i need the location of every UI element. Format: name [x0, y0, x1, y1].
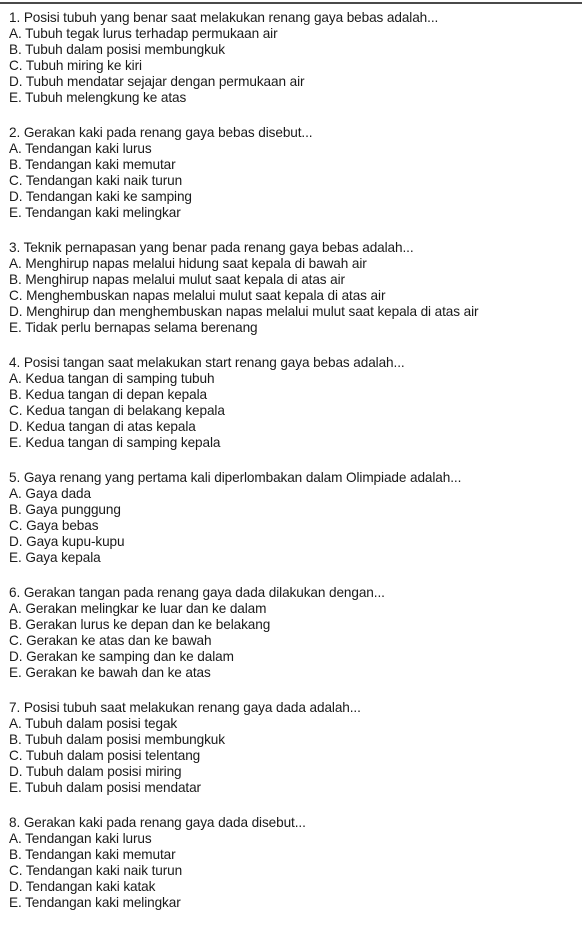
question-1-option-b [9, 42, 577, 58]
question-number: 7. [9, 700, 21, 715]
question-4 [9, 355, 577, 451]
question-8-option-e [9, 895, 577, 911]
option-text: Tendangan kaki lurus [25, 831, 152, 846]
question-8-option-c [9, 863, 577, 879]
option-text: Tubuh tegak lurus terhadap permukaan air [25, 26, 278, 41]
option-letter: E. [9, 895, 22, 910]
option-letter: E. [9, 435, 22, 450]
option-letter: C. [9, 403, 23, 418]
question-prompt: Gerakan tangan pada renang gaya dada dilakukan dengan... [23, 585, 385, 600]
option-text: Kedua tangan di samping tubuh [25, 371, 215, 386]
option-letter: E. [9, 205, 22, 220]
option-text: Kedua tangan di depan kepala [25, 387, 207, 402]
option-text: Kedua tangan di belakang kepala [26, 403, 225, 418]
option-letter: D. [9, 764, 23, 779]
option-letter: A. [9, 371, 22, 386]
option-text: Tendangan kaki katak [25, 879, 156, 894]
question-6-option-e [9, 665, 577, 681]
option-letter: B. [9, 42, 22, 57]
option-text: Gaya bebas [26, 518, 99, 533]
option-letter: C. [9, 58, 23, 73]
option-letter: B. [9, 387, 22, 402]
option-letter: A. [9, 486, 22, 501]
option-list [9, 141, 577, 221]
question-5 [9, 470, 577, 566]
option-text: Tendangan kaki ke samping [25, 189, 192, 204]
option-text: Tendangan kaki naik turun [25, 173, 183, 188]
question-2-option-e [9, 205, 577, 221]
question-7-option-d [9, 764, 577, 780]
option-letter: A. [9, 716, 22, 731]
option-letter: C. [9, 173, 23, 188]
option-letter: E. [9, 665, 22, 680]
question-number: 5. [9, 470, 21, 485]
question-text [9, 355, 577, 371]
option-list [9, 256, 577, 336]
option-text: Tubuh mendatar sejajar dengan permukaan air [25, 74, 305, 89]
question-text [9, 240, 577, 256]
question-number: 1. [9, 10, 21, 25]
option-letter: A. [9, 601, 22, 616]
question-1-option-e [9, 90, 577, 106]
option-text: Tendangan kaki melingkar [25, 205, 181, 220]
option-text: Tubuh dalam posisi membungkuk [25, 42, 225, 57]
option-list [9, 716, 577, 796]
option-letter: C. [9, 863, 23, 878]
question-number: 3. [9, 240, 21, 255]
option-text: Menghirup dan menghembuskan napas melalui mulut saat kepala di atas air [26, 304, 479, 319]
option-text: Tubuh dalam posisi miring [25, 764, 182, 779]
question-number: 6. [9, 585, 21, 600]
option-letter: B. [9, 272, 22, 287]
option-letter: A. [9, 831, 22, 846]
option-text: Gerakan melingkar ke luar dan ke dalam [25, 601, 267, 616]
option-list [9, 26, 577, 106]
option-text: Tubuh dalam posisi membungkuk [25, 732, 225, 747]
question-text [9, 470, 577, 486]
option-letter: D. [9, 534, 23, 549]
option-letter: B. [9, 847, 22, 862]
question-7-option-c [9, 748, 577, 764]
question-3-option-a [9, 256, 577, 272]
question-6-option-a [9, 601, 577, 617]
question-text [9, 125, 577, 141]
option-letter: C. [9, 748, 23, 763]
option-text: Tidak perlu bernapas selama berenang [25, 320, 258, 335]
option-text: Tendangan kaki naik turun [25, 863, 183, 878]
option-text: Gaya dada [25, 486, 91, 501]
question-3-option-b [9, 272, 577, 288]
option-text: Tendangan kaki memutar [25, 157, 176, 172]
question-8 [9, 815, 577, 911]
question-prompt: Gerakan kaki pada renang gaya bebas disebut... [23, 125, 313, 140]
question-prompt: Posisi tubuh saat melakukan renang gaya dada adalah... [23, 700, 361, 715]
question-text [9, 815, 577, 831]
question-7-option-e [9, 780, 577, 796]
option-list [9, 371, 577, 451]
question-6 [9, 585, 577, 681]
question-8-option-b [9, 847, 577, 863]
option-text: Gerakan lurus ke depan dan ke belakang [25, 617, 271, 632]
question-3-option-d [9, 304, 577, 320]
option-letter: D. [9, 419, 23, 434]
option-letter: B. [9, 732, 22, 747]
question-4-option-d [9, 419, 577, 435]
option-letter: E. [9, 780, 22, 795]
question-5-option-b [9, 502, 577, 518]
question-number: 8. [9, 815, 21, 830]
quiz-list [9, 10, 577, 930]
question-5-option-e [9, 550, 577, 566]
question-1-option-a [9, 26, 577, 42]
option-list [9, 831, 577, 911]
option-text: Tendangan kaki memutar [25, 847, 176, 862]
option-text: Gerakan ke samping dan ke dalam [26, 649, 234, 664]
option-letter: D. [9, 189, 23, 204]
option-letter: D. [9, 74, 23, 89]
option-letter: D. [9, 649, 23, 664]
option-text: Gaya kepala [25, 550, 101, 565]
option-text: Gerakan ke atas dan ke bawah [26, 633, 212, 648]
option-text: Tubuh dalam posisi mendatar [25, 780, 201, 795]
question-2-option-d [9, 189, 577, 205]
option-letter: A. [9, 141, 22, 156]
option-text: Tubuh dalam posisi tegak [25, 716, 178, 731]
question-2 [9, 125, 577, 221]
option-letter: D. [9, 879, 23, 894]
question-4-option-a [9, 371, 577, 387]
option-letter: E. [9, 90, 22, 105]
question-6-option-b [9, 617, 577, 633]
question-2-option-b [9, 157, 577, 173]
option-list [9, 601, 577, 681]
option-letter: D. [9, 304, 23, 319]
option-text: Tubuh miring ke kiri [25, 58, 142, 73]
option-letter: C. [9, 288, 23, 303]
option-letter: B. [9, 157, 22, 172]
option-text: Menghembuskan napas melalui mulut saat kepala di atas air [26, 288, 386, 303]
question-6-option-c [9, 633, 577, 649]
question-prompt: Gaya renang yang pertama kali diperlombakan dalam Olimpiade adalah... [23, 470, 462, 485]
question-number: 2. [9, 125, 21, 140]
option-text: Tubuh melengkung ke atas [25, 90, 187, 105]
option-letter: A. [9, 256, 22, 271]
option-letter: B. [9, 617, 22, 632]
question-3-option-c [9, 288, 577, 304]
option-letter: B. [9, 502, 22, 517]
question-prompt: Teknik pernapasan yang benar pada renang gaya bebas adalah... [23, 240, 414, 255]
question-5-option-d [9, 534, 577, 550]
question-7 [9, 700, 577, 796]
question-text [9, 585, 577, 601]
option-text: Tendangan kaki melingkar [25, 895, 181, 910]
option-text: Tubuh dalam posisi telentang [25, 748, 201, 763]
question-1-option-c [9, 58, 577, 74]
question-2-option-a [9, 141, 577, 157]
question-4-option-b [9, 387, 577, 403]
question-1-option-d [9, 74, 577, 90]
question-5-option-a [9, 486, 577, 502]
question-number: 4. [9, 355, 21, 370]
question-7-option-b [9, 732, 577, 748]
option-text: Kedua tangan di samping kepala [25, 435, 221, 450]
question-5-option-c [9, 518, 577, 534]
question-text [9, 10, 577, 26]
question-3-option-e [9, 320, 577, 336]
question-6-option-d [9, 649, 577, 665]
question-text [9, 700, 577, 716]
option-letter: E. [9, 550, 22, 565]
option-letter: A. [9, 26, 22, 41]
option-letter: E. [9, 320, 22, 335]
question-3 [9, 240, 577, 336]
option-text: Menghirup napas melalui hidung saat kepala di bawah air [25, 256, 367, 271]
option-text: Tendangan kaki lurus [25, 141, 152, 156]
option-list [9, 486, 577, 566]
question-prompt: Gerakan kaki pada renang gaya dada disebut... [23, 815, 306, 830]
option-text: Kedua tangan di atas kepala [26, 419, 196, 434]
option-letter: C. [9, 518, 23, 533]
question-2-option-c [9, 173, 577, 189]
option-text: Menghirup napas melalui mulut saat kepala di atas air [25, 272, 345, 287]
option-text: Gaya punggung [25, 502, 121, 517]
question-1 [9, 10, 577, 106]
question-7-option-a [9, 716, 577, 732]
option-letter: C. [9, 633, 23, 648]
question-8-option-d [9, 879, 577, 895]
question-4-option-c [9, 403, 577, 419]
question-prompt: Posisi tubuh yang benar saat melakukan renang gaya bebas adalah... [23, 10, 439, 25]
question-4-option-e [9, 435, 577, 451]
option-text: Gaya kupu-kupu [26, 534, 125, 549]
question-prompt: Posisi tangan saat melakukan start renang gaya bebas adalah... [23, 355, 405, 370]
top-divider [0, 2, 582, 4]
question-8-option-a [9, 831, 577, 847]
option-text: Gerakan ke bawah dan ke atas [25, 665, 211, 680]
